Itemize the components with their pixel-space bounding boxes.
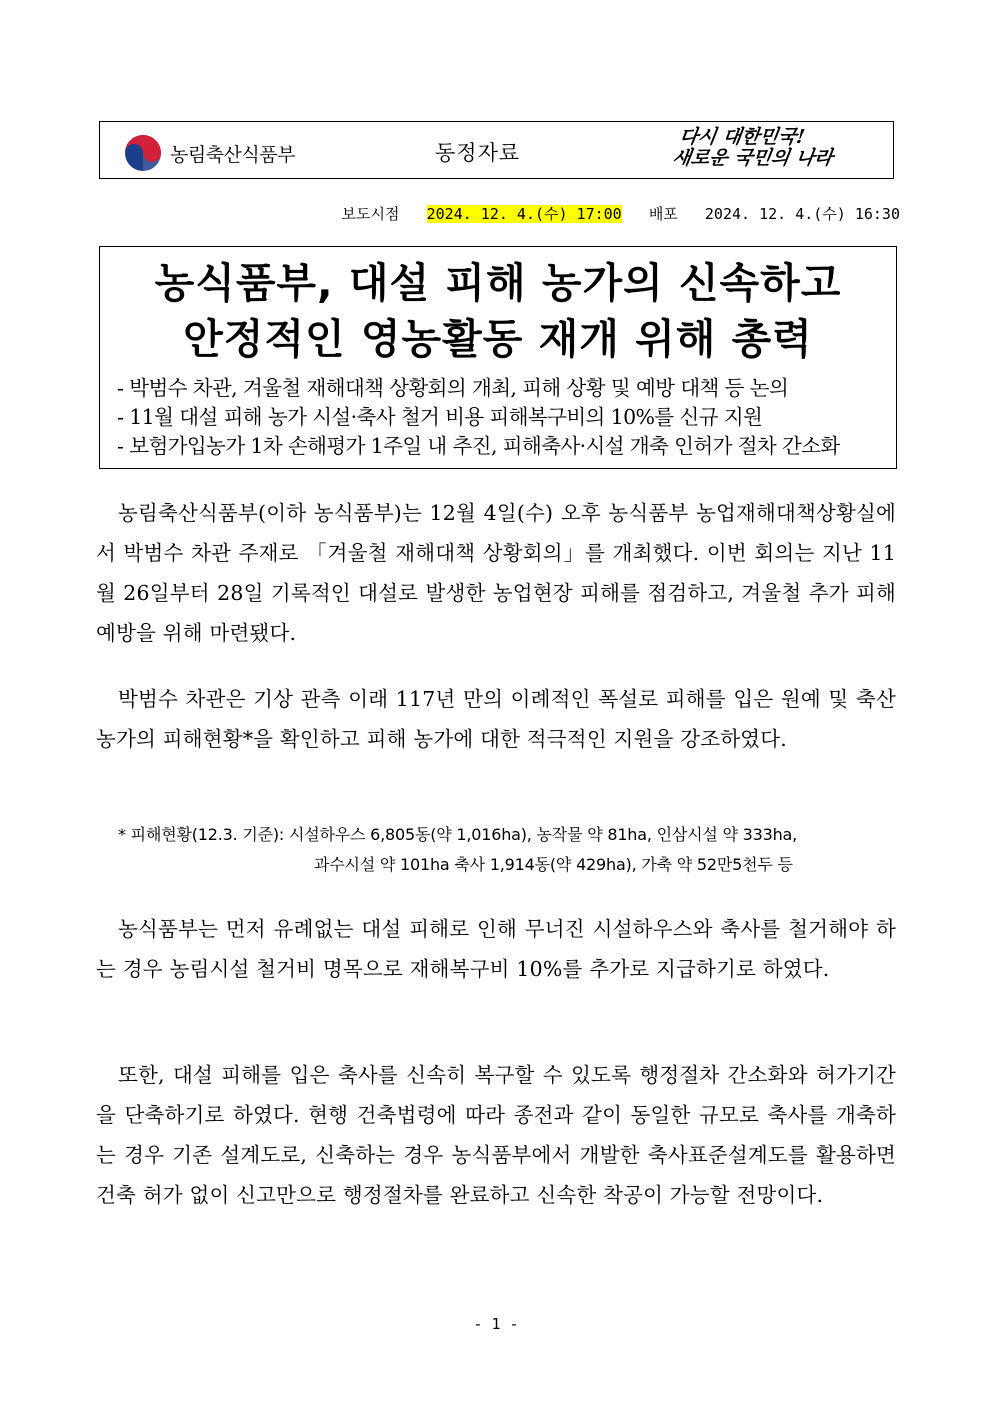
- paragraph-text: 농림축산식품부(이하 농식품부)는 12월 4일(수) 오후 농식품부 농업재해대책상황실에서 박범수 차관 주재로 「겨울철 재해대책 상황회의」를 개최했다. 이번 회의는 지난 11월 26일부터 28일 기록적인 대설로 발생한 농업현장 피해를 점검하고, 겨울철 추가 피해 예방을 위해 마련됐다.: [96, 501, 896, 645]
- subheadline: - 보험가입농가 1차 손해평가 1주일 내 추진, 피해축사·시설 개축 인허가 절차 간소화: [117, 434, 840, 458]
- doc-type-label: 동정자료: [435, 141, 521, 165]
- page-number: - 1 -: [473, 1315, 519, 1333]
- paragraph-text: 박범수 차관은 기상 관측 이래 117년 만의 이례적인 폭설로 피해를 입은 원예 및 축산농가의 피해현황*을 확인하고 피해 농가에 대한 적극적인 지원을 강조하였다.: [96, 687, 896, 751]
- paragraph-text: 농식품부는 먼저 유례없는 대설 피해로 인해 무너진 시설하우스와 축사를 철거해야 하는 경우 농림시설 철거비 명목으로 재해복구비 10%를 추가로 지급하기로 하였다.: [96, 917, 896, 981]
- header-box: [99, 121, 894, 179]
- body-paragraph-3: [96, 909, 896, 989]
- distribution-date: 2024. 12. 4.(수) 16:30: [704, 205, 900, 223]
- embargo-label: 보도시점: [341, 205, 400, 223]
- headline: [100, 255, 896, 367]
- embargo-date: 2024. 12. 4.(수) 17:00: [426, 205, 622, 223]
- headline-line1: 농식품부, 대설 피해 농가의 신속하고: [154, 259, 842, 307]
- subheadline: - 11월 대설 피해 농가 시설·축사 철거 비용 피해복구비의 10%를 신규 지원: [117, 405, 763, 429]
- subheadline: - 박범수 차관, 겨울철 재해대책 상황회의 개최, 피해 상황 및 예방 대책 등 논의: [117, 376, 789, 400]
- distribution-label: 배포: [648, 205, 678, 223]
- headline-line2: 안정적인 영농활동 재개 위해 총력: [183, 315, 813, 363]
- ministry-name: 농림축산식품부: [170, 143, 295, 166]
- title-box: [99, 246, 897, 469]
- ministry-logo: [123, 133, 295, 173]
- subheadlines: [117, 374, 840, 461]
- slogan-line1: 다시 대한민국!: [678, 126, 807, 148]
- government-emblem-icon: [123, 133, 163, 173]
- body-paragraph-2: [96, 679, 896, 759]
- footnote-line2: 과수시설 약 101ha 축사 1,914동(약 429ha), 가축 약 52만5천두 등: [314, 855, 793, 874]
- body-paragraph-4: [96, 1055, 896, 1215]
- body-paragraph-1: [96, 493, 896, 653]
- footnote-line1: * 피해현황(12.3. 기준): 시설하우스 6,805동(약 1,016ha), 농작물 약 81ha, 인삼시설 약 333ha,: [118, 825, 798, 844]
- paragraph-text: 또한, 대설 피해를 입은 축사를 신속히 복구할 수 있도록 행정절차 간소화와 허가기간을 단축하기로 하였다. 현행 건축법령에 따라 종전과 같이 동일한 규모로 축사를 개축하는 경우 기존 설계도로, 신축하는 경우 농식품부에서 개발한 축사표준설계도를 활용하면 건축 허가 없이 신고만으로 행정절차를 완료하고 신속한 착공이 가능할 전망이다.: [96, 1063, 896, 1207]
- damage-footnote: [118, 820, 898, 880]
- government-slogan: [669, 127, 875, 169]
- release-info: [0, 203, 900, 224]
- slogan-line2: 새로운 국민의 나라: [671, 147, 835, 169]
